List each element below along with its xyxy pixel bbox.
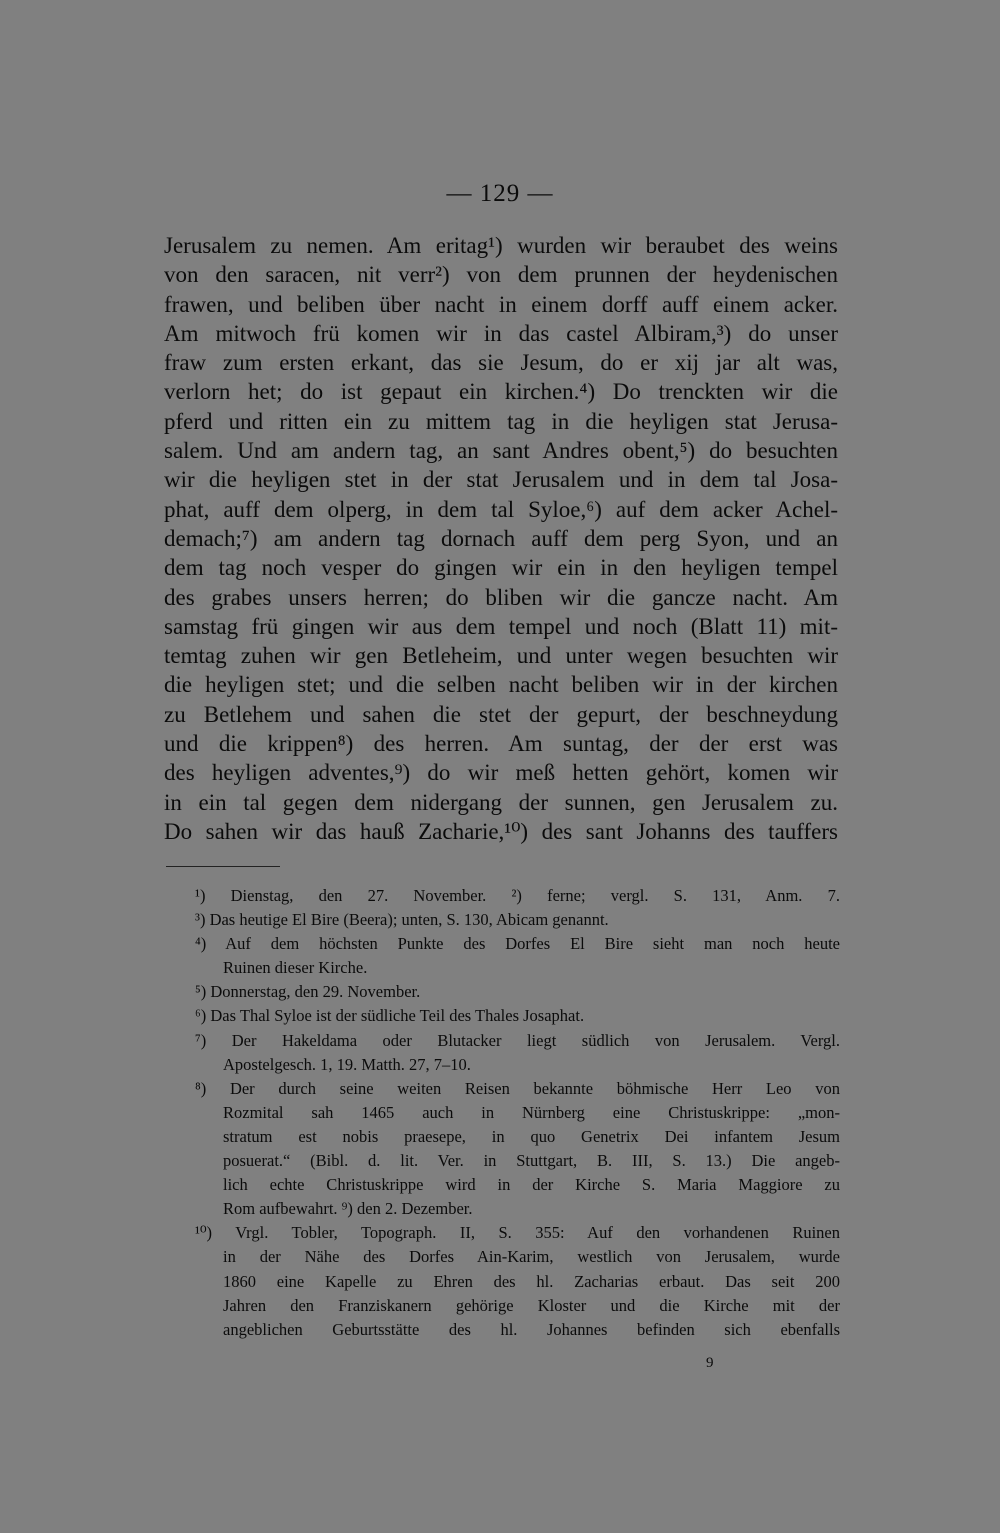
- footnote-line: Rom aufbewahrt. ⁹) den 2. Dezember.: [223, 1199, 473, 1219]
- footnote-line: ¹) Dienstag, den 27. November. ²) ferne; vergl. S. 131, Anm. 7.: [195, 886, 840, 905]
- footnote-line: ⁸) Der durch seine weiten Reisen bekannte böhmische Herr Leo von: [195, 1078, 840, 1098]
- text-line: verlorn het; do ist gepaut ein kirchen.⁴) Do trenckten wir die: [164, 379, 838, 405]
- footnote-line: Apostelgesch. 1, 19. Matth. 27, 7–10.: [223, 1054, 471, 1074]
- footnote-line: Ruinen dieser Kirche.: [223, 958, 368, 978]
- footnote-line: ⁵) Donnerstag, den 29. November.: [195, 982, 421, 1002]
- footnote-line: in der Nähe des Dorfes Ain-Karim, westlich von Jerusalem, wurde: [223, 1247, 840, 1267]
- text-line: phat, auff dem olperg, in dem tal Syloe,⁶) auf dem acker Achel-: [164, 496, 838, 522]
- text-line: und die krippen⁸) des herren. Am suntag, der der erst was: [164, 731, 838, 757]
- text-line: pferd und ritten ein zu mittem tag in die heyligen stat Jerusa-: [164, 408, 838, 434]
- footnote-line: lich echte Christuskrippe wird in der Kirche S. Maria Maggiore zu: [223, 1175, 840, 1195]
- text-line: zu Betlehem und sahen die stet der gepurt, der beschneydung: [164, 701, 838, 727]
- text-line: des grabes unsers herren; do bliben wir die gancze nacht. Am: [164, 584, 838, 610]
- footnote-line: Jahren den Franziskanern gehörige Kloster und die Kirche mit der: [223, 1295, 840, 1315]
- text-line: von den saracen, nit verr²) von dem prunnen der heydenischen: [164, 262, 838, 288]
- text-line: frawen, und beliben über nacht in einem dorff auff einem acker.: [164, 291, 838, 317]
- text-line: des heyligen adventes,⁹) do wir meß hetten gehört, komen wir: [164, 760, 838, 786]
- page-number: — 129 —: [446, 180, 554, 207]
- footnote-line: posuerat.“ (Bibl. d. lit. Ver. in Stuttgart, B. III, S. 13.) Die angeb-: [223, 1151, 840, 1171]
- footnote-line: 1860 eine Kapelle zu Ehren des hl. Zacharias erbaut. Das seit 200: [223, 1271, 840, 1291]
- text-line: demach;⁷) am andern tag dornach auff dem perg Syon, und an: [164, 525, 838, 551]
- footnote-line: ⁷) Der Hakeldama oder Blutacker liegt südlich von Jerusalem. Vergl.: [195, 1030, 840, 1050]
- text-line: salem. Und am andern tag, an sant Andres obent,⁵) do besuchten: [164, 438, 838, 464]
- text-line: in ein tal gegen dem nidergang der sunnen, gen Jerusalem zu.: [164, 789, 838, 815]
- footnote-line: stratum est nobis praesepe, in quo Genetrix Dei infantem Jesum: [223, 1126, 840, 1146]
- text-line: Jerusalem zu nemen. Am eritag¹) wurden wir beraubet des weins: [164, 233, 838, 258]
- footnote-line: ³) Das heutige El Bire (Beera); unten, S. 130, Abicam genannt.: [195, 910, 609, 930]
- text-line: dem tag noch vesper do gingen wir ein in den heyligen tempel: [164, 555, 838, 581]
- text-line: die heyligen stet; und die selben nacht beliben wir in der kirchen: [164, 672, 838, 698]
- text-line: fraw zum ersten erkant, das sie Jesum, do er xij jar alt was,: [164, 350, 838, 376]
- main-text: [164, 231, 838, 846]
- text-line: temtag zuhen wir gen Betleheim, und unter wegen besuchten wir: [164, 643, 838, 669]
- text-line: Am mitwoch frü komen wir in das castel Albiram,³) do unser: [164, 320, 838, 346]
- footnote-divider: [166, 866, 280, 867]
- text-line: Do sahen wir das hauß Zacharie,¹⁰) des sant Johanns des tauffers: [164, 818, 838, 844]
- footnote-line: angeblichen Geburtsstätte des hl. Johannes befinden sich ebenfalls: [223, 1319, 840, 1339]
- footnote-line: ⁶) Das Thal Syloe ist der südliche Teil des Thales Josaphat.: [195, 1006, 585, 1026]
- signature-mark: 9: [706, 1355, 714, 1371]
- footnote-line: ⁴) Auf dem höchsten Punkte des Dorfes El Bire sieht man noch heute: [195, 934, 840, 954]
- text-line: wir die heyligen stet in der stat Jerusalem und in dem tal Josa-: [164, 467, 838, 493]
- footnote-line: ¹⁰) Vrgl. Tobler, Topograph. II, S. 355: Auf den vorhandenen Ruinen: [195, 1223, 840, 1243]
- text-line: samstag frü gingen wir aus dem tempel und noch (Blatt 11) mit-: [164, 613, 838, 639]
- footnotes: [195, 884, 840, 1342]
- footnote-line: Rozmital sah 1465 auch in Nürnberg eine Christuskrippe: „mon-: [223, 1102, 840, 1122]
